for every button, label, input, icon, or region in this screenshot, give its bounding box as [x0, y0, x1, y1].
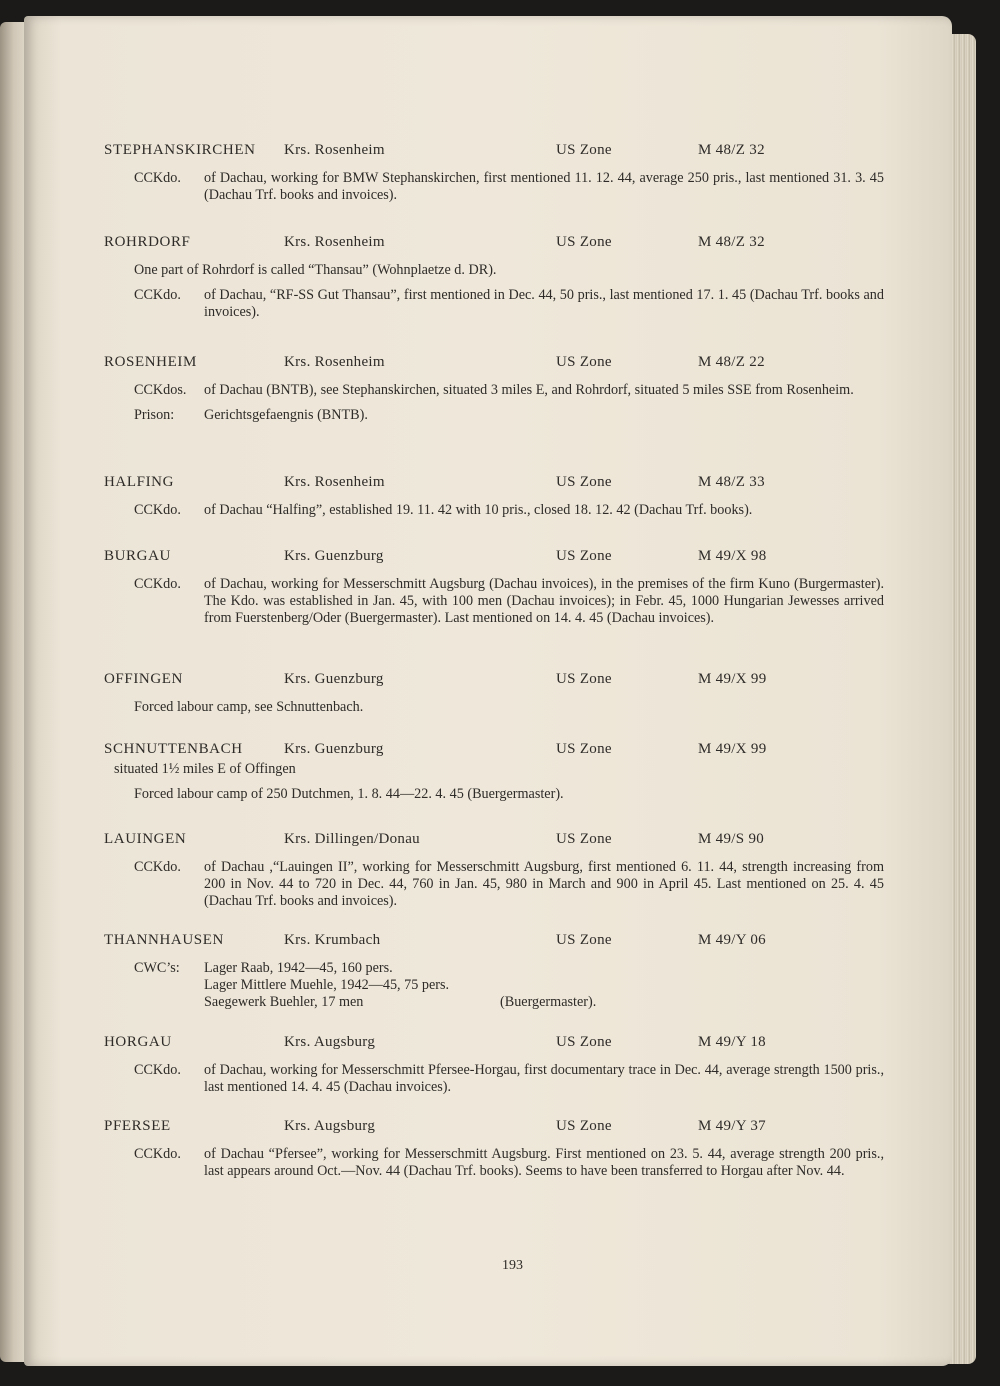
map-reference: M 48/Z 33 [698, 474, 765, 490]
note-lead: CCKdo. [134, 1062, 181, 1078]
note-lead: CCKdo. [134, 859, 181, 875]
map-reference: M 49/S 90 [698, 831, 765, 847]
map-reference: M 49/Y 37 [698, 1118, 766, 1134]
note-lead: CCKdo. [134, 1146, 181, 1162]
entry-note [104, 1146, 884, 1180]
plain-note: Forced labour camp of 250 Dutchmen, 1. 8. 44—22. 4. 45 (Buergermaster). [134, 786, 564, 802]
entry-burgau [104, 548, 884, 627]
entry-horgau [104, 1034, 884, 1096]
book-page [24, 16, 952, 1366]
note-text: of Dachau “Pfersee”, working for Messerschmitt Augsburg. First mentioned on 23. 5. 44, average strength 200 pris., last appears around Oct.—Nov. 44 (Dachau Trf. books). Seems to have been transferred to Horgau after Nov. 44. [204, 1146, 884, 1179]
place-name: SCHNUTTENBACH [104, 741, 243, 757]
zone: US Zone [556, 474, 612, 490]
entry-header [104, 1118, 884, 1138]
note-text: of Dachau, working for BMW Stephanskirchen, first mentioned 11. 12. 44, average 250 pris., last mentioned 31. 3. 45 (Dachau Trf. books and invoices). [204, 170, 884, 203]
zone: US Zone [556, 142, 612, 158]
district: Krs. Guenzburg [284, 741, 384, 757]
entry-header [104, 671, 884, 691]
entry-header [104, 142, 884, 162]
entry-note [104, 170, 884, 204]
district: Krs. Dillingen/Donau [284, 831, 420, 847]
location-note: situated 1½ miles E of Offingen [114, 761, 296, 777]
district: Krs. Rosenheim [284, 234, 385, 250]
entry-rohrdorf [104, 234, 884, 321]
camp-list-lead: CWC’s: [134, 960, 180, 976]
entry-note [104, 382, 884, 399]
camp-line [204, 977, 449, 994]
entry-header [104, 474, 884, 494]
entry-offingen [104, 671, 884, 716]
map-reference: M 48/Z 22 [698, 354, 765, 370]
entry-header [104, 1034, 884, 1054]
place-name: HALFING [104, 474, 175, 490]
camp-line [204, 960, 449, 977]
entry-note [104, 287, 884, 321]
district: Krs. Augsburg [284, 1034, 376, 1050]
map-reference: M 49/X 99 [698, 741, 767, 757]
entry-header [104, 548, 884, 568]
entry-pfersee [104, 1118, 884, 1180]
district: Krs. Guenzburg [284, 671, 384, 687]
plain-note: Forced labour camp, see Schnuttenbach. [134, 699, 364, 715]
place-name: LAUINGEN [104, 831, 187, 847]
zone: US Zone [556, 1118, 612, 1134]
entry-note [104, 502, 884, 519]
place-name: ROSENHEIM [104, 354, 197, 370]
district: Krs. Rosenheim [284, 354, 385, 370]
zone: US Zone [556, 548, 612, 564]
place-name: OFFINGEN [104, 671, 183, 687]
entry-thannhausen [104, 932, 884, 1011]
note-text: of Dachau “Halfing”, established 19. 11. 42 with 10 pris., closed 18. 12. 42 (Dachau Trf. books). [204, 502, 753, 518]
camp-text: Lager Raab, 1942—45, 160 pers. [204, 960, 393, 976]
entry-header [104, 354, 884, 374]
place-name: ROHRDORF [104, 234, 191, 250]
place-name: THANNHAUSEN [104, 932, 224, 948]
district: Krs. Rosenheim [284, 142, 385, 158]
zone: US Zone [556, 671, 612, 687]
note-text: of Dachau ,“Lauingen II”, working for Messerschmitt Augsburg, first mentioned 6. 11. 44, strength increasing from 200 in Nov. 44 to 720 in Dec. 44, 760 in Jan. 45, 980 in March and 900 in April 45. Last mentioned on 25. 4. 45 (Dachau Trf. books and invoices). [204, 859, 884, 909]
note-lead: CCKdo. [134, 170, 181, 186]
plain-note: One part of Rohrdorf is called “Thansau” (Wohnplaetze d. DR). [134, 262, 497, 278]
note-text: of Dachau, working for Messerschmitt Pfersee-Horgau, first documentary trace in Dec. 44, average strength 1500 pris., last mentioned 14. 4. 45 (Dachau invoices). [204, 1062, 884, 1095]
entry-note [104, 407, 884, 424]
zone: US Zone [556, 831, 612, 847]
camp-lines [204, 960, 597, 1011]
entry-schnuttenbach [104, 741, 884, 803]
place-name: STEPHANSKIRCHEN [104, 142, 256, 158]
map-reference: M 48/Z 32 [698, 234, 765, 250]
map-reference: M 49/X 99 [698, 671, 767, 687]
entry-note [104, 859, 884, 910]
zone: US Zone [556, 932, 612, 948]
camp-list [104, 960, 884, 1011]
note-lead: CCKdo. [134, 576, 181, 592]
note-text: of Dachau, working for Messerschmitt Augsburg (Dachau invoices), in the premises of the firm Kuno (Burgermaster). The Kdo. was established in Jan. 45, with 100 men (Dachau invoices); in Febr. 45, 1000 Hungarian Jewesses arrived from Fuerstenberg/Oder (Buergermaster). Last mentioned on 14. 4. 45 (Dachau invoices). [204, 576, 884, 626]
entry-halfing [104, 474, 884, 519]
map-reference: M 49/Y 18 [698, 1034, 766, 1050]
entry-note [104, 1062, 884, 1096]
district: Krs. Augsburg [284, 1118, 376, 1134]
entry-header [104, 741, 884, 761]
map-reference: M 48/Z 32 [698, 142, 765, 158]
note-lead: Prison: [134, 407, 175, 423]
zone: US Zone [556, 1034, 612, 1050]
zone: US Zone [556, 234, 612, 250]
entry-header [104, 932, 884, 952]
note-text: Gerichtsgefaengnis (BNTB). [204, 407, 368, 423]
entry-rosenheim [104, 354, 884, 424]
zone: US Zone [556, 741, 612, 757]
note-text: of Dachau (BNTB), see Stephanskirchen, situated 3 miles E, and Rohrdorf, situated 5 miles SSE from Rosenheim. [204, 382, 854, 398]
camp-source: (Buergermaster). [500, 994, 597, 1010]
note-lead: CCKdos. [134, 382, 187, 398]
entry-lauingen [104, 831, 884, 910]
place-name: BURGAU [104, 548, 171, 564]
entry-header [104, 234, 884, 254]
note-text: of Dachau, “RF-SS Gut Thansau”, first mentioned in Dec. 44, 50 pris., last mentioned 17. 1. 45 (Dachau Trf. books and invoices). [204, 287, 884, 320]
camp-text: Lager Mittlere Muehle, 1942—45, 75 pers. [204, 977, 450, 993]
map-reference: M 49/X 98 [698, 548, 767, 564]
note-lead: CCKdo. [134, 502, 181, 518]
note-lead: CCKdo. [134, 287, 181, 303]
place-name: HORGAU [104, 1034, 172, 1050]
district: Krs. Rosenheim [284, 474, 385, 490]
district: Krs. Guenzburg [284, 548, 384, 564]
entry-stephanskirchen [104, 142, 884, 204]
camp-line [204, 994, 597, 1011]
entry-note [104, 576, 884, 627]
district: Krs. Krumbach [284, 932, 381, 948]
camp-text: Saegewerk Buehler, 17 men [204, 994, 364, 1010]
map-reference: M 49/Y 06 [698, 932, 766, 948]
entry-header [104, 831, 884, 851]
page-number: 193 [502, 1258, 523, 1273]
place-name: PFERSEE [104, 1118, 171, 1134]
zone: US Zone [556, 354, 612, 370]
